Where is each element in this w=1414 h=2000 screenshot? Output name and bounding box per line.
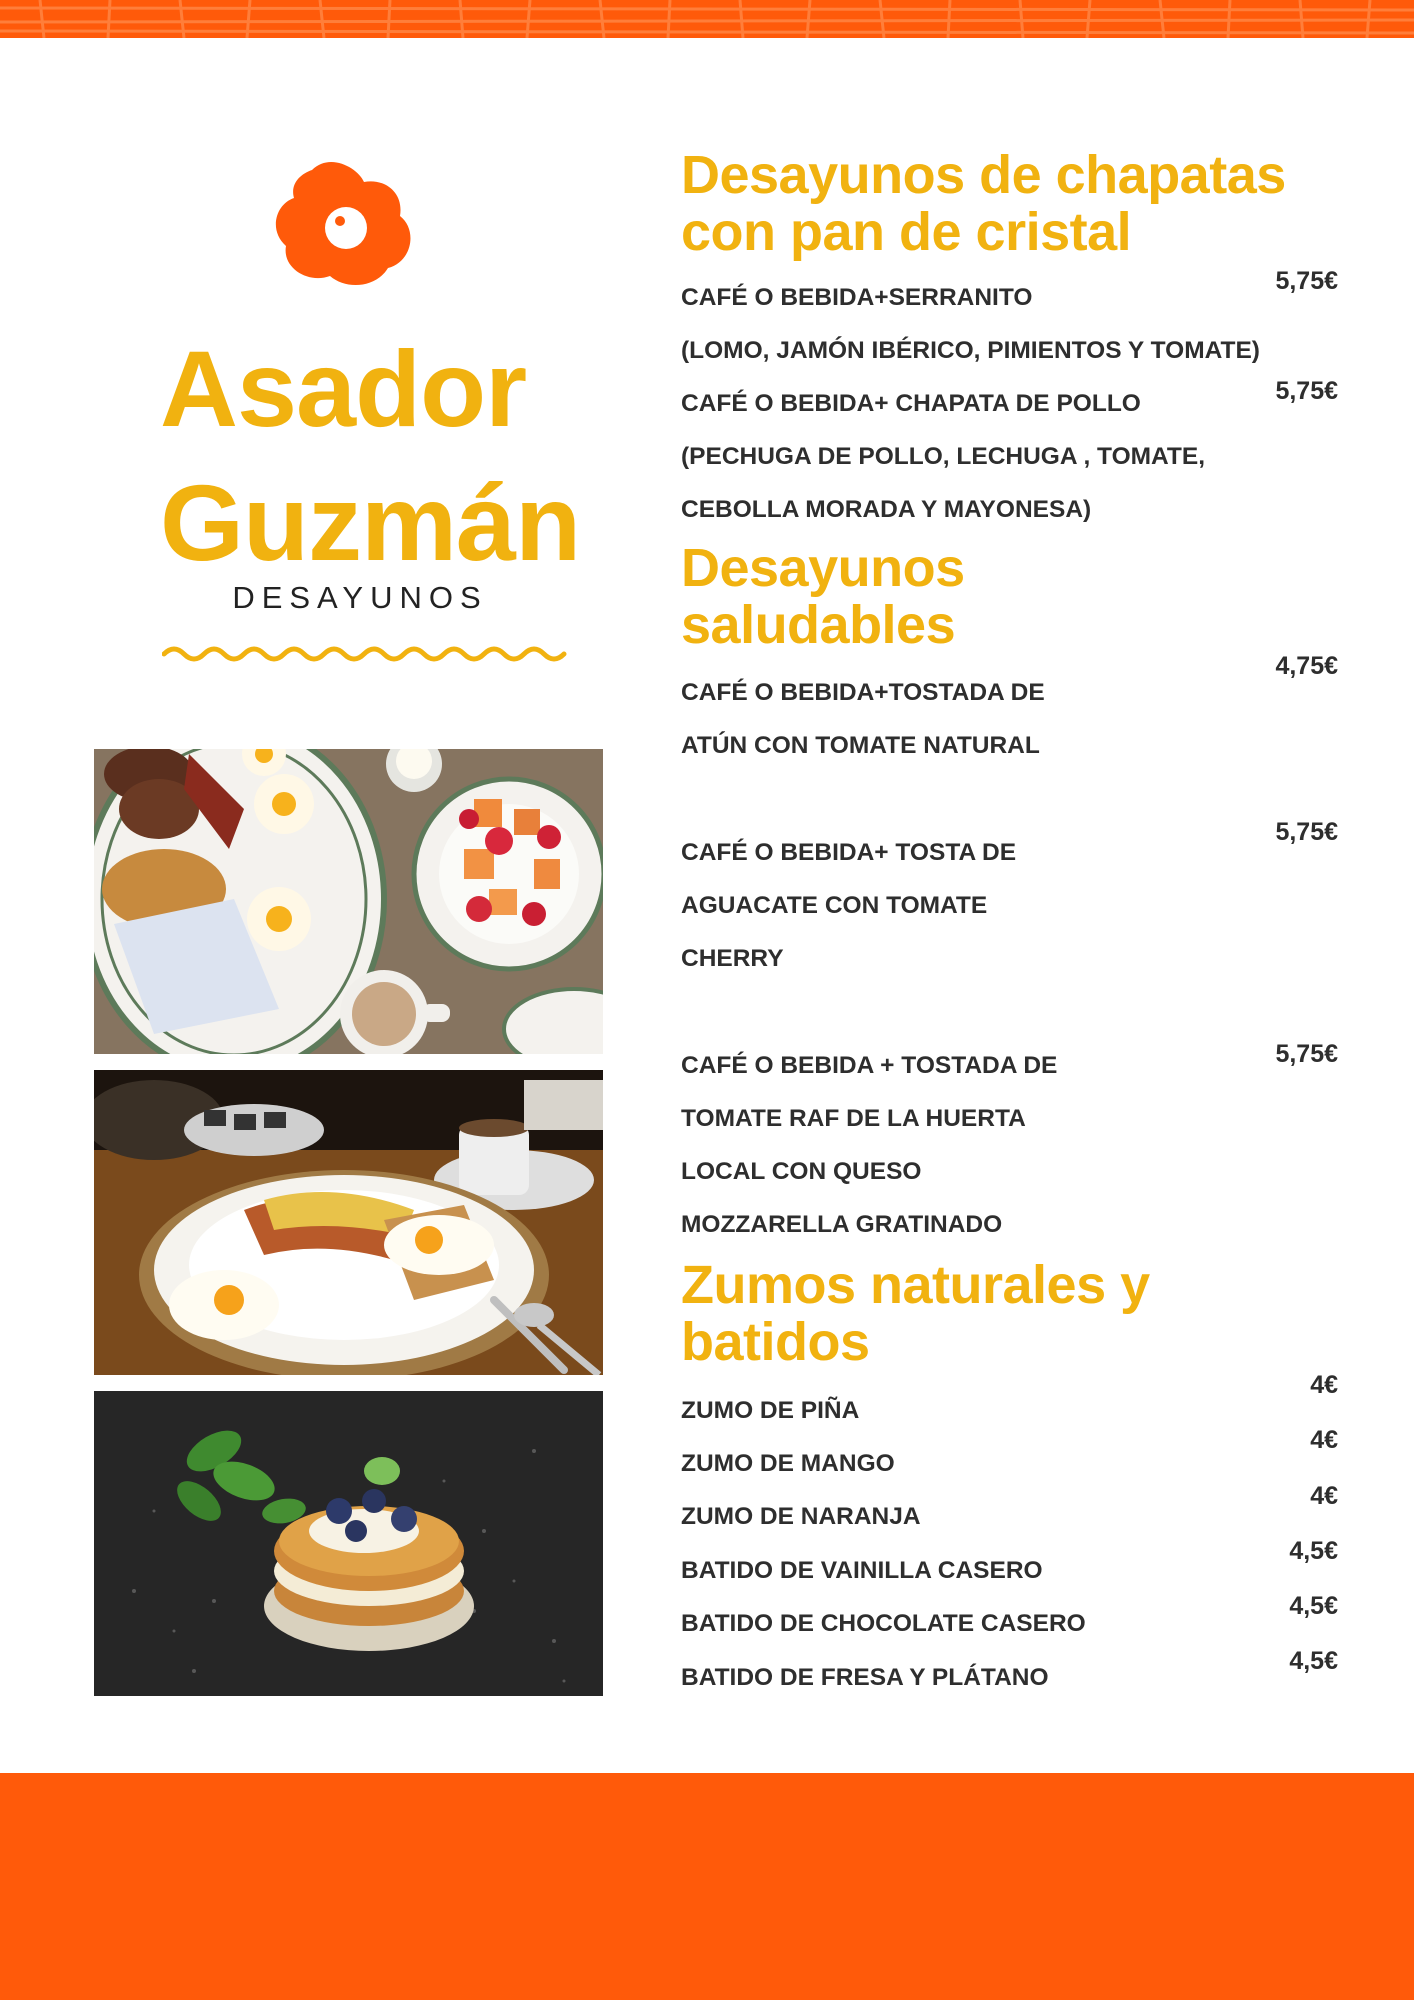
menu-item-name: CAFÉ O BEBIDA + TOSTADA DE <box>681 1052 1058 1079</box>
section-title-saludables <box>681 540 1338 654</box>
menu-item-description: CEBOLLA MORADA Y MAYONESA) <box>681 496 1092 523</box>
top-decorative-band <box>0 0 1414 38</box>
menu-item-name: BATIDO DE FRESA Y PLÁTANO <box>681 1664 1049 1691</box>
menu-item-price: 4€ <box>1310 1426 1338 1454</box>
menu-item-name: CAFÉ O BEBIDA+SERRANITO <box>681 284 1033 311</box>
menu-item-price: 4,5€ <box>1289 1537 1338 1565</box>
menu-item <box>681 826 1338 985</box>
restaurant-name <box>160 322 600 590</box>
menu-subtitle: DESAYUNOS <box>232 580 488 615</box>
photo-breakfast-plate <box>94 749 603 1054</box>
menu-item-description: (LOMO, JAMÓN IBÉRICO, PIMIENTOS Y TOMATE) <box>681 337 1260 364</box>
menu-item-description: CHERRY <box>681 945 784 972</box>
menu-item-name: CAFÉ O BEBIDA+ TOSTA DE <box>681 839 1017 866</box>
menu-item <box>681 1039 1338 1251</box>
section-title-zumos <box>681 1257 1338 1371</box>
menu-item-name: ZUMO DE PIÑA <box>681 1397 860 1424</box>
section-zumos <box>681 1257 1338 1707</box>
section-title-chapatas <box>681 147 1338 261</box>
section-title-line: saludables <box>681 595 956 655</box>
menu-item-name: ZUMO DE MANGO <box>681 1450 895 1477</box>
menu-item-name: ZUMO DE NARANJA <box>681 1503 921 1530</box>
menu-item-price: 5,75€ <box>1275 377 1338 405</box>
photo-pancakes <box>94 1391 603 1696</box>
menu-item <box>681 666 1338 772</box>
section-title-line: Zumos naturales y <box>681 1255 1150 1315</box>
wavy-divider <box>162 642 572 666</box>
menu-item <box>681 1490 1338 1543</box>
menu-item-price: 4,5€ <box>1289 1592 1338 1620</box>
plaid-pattern <box>0 0 1414 38</box>
menu-item <box>681 1384 1338 1437</box>
photo-eggs-on-toast <box>94 1070 603 1375</box>
menu-item <box>681 1597 1338 1650</box>
section-title-line: con pan de cristal <box>681 202 1132 262</box>
menu-item-price: 4€ <box>1310 1482 1338 1510</box>
section-title-line: Desayunos <box>681 538 965 598</box>
menu-item-name: BATIDO DE CHOCOLATE CASERO <box>681 1610 1086 1637</box>
section-title-line: batidos <box>681 1312 870 1372</box>
menu-item-price: 5,75€ <box>1275 818 1338 846</box>
menu-item <box>681 271 1338 377</box>
menu-item-name: CAFÉ O BEBIDA+ CHAPATA DE POLLO <box>681 390 1141 417</box>
bottom-decorative-band <box>0 1773 1414 2000</box>
menu-item-description: AGUACATE CON TOMATE <box>681 892 988 919</box>
menu-item-name: BATIDO DE VAINILLA CASERO <box>681 1557 1043 1584</box>
menu-item-price: 5,75€ <box>1275 267 1338 295</box>
menu-item <box>681 1437 1338 1490</box>
menu-item-name: CAFÉ O BEBIDA+TOSTADA DE <box>681 679 1045 706</box>
menu-item-description: TOMATE RAF DE LA HUERTA <box>681 1105 1026 1132</box>
menu-item-price: 4,75€ <box>1275 652 1338 680</box>
menu-item <box>681 1544 1338 1597</box>
restaurant-name-line2: Guzmán <box>160 462 581 583</box>
section-chapatas <box>681 147 1338 527</box>
menu-item-price: 4,5€ <box>1289 1647 1338 1675</box>
restaurant-name-line1: Asador <box>160 328 527 449</box>
menu-item-price: 4€ <box>1310 1371 1338 1399</box>
menu-item-description: ATÚN CON TOMATE NATURAL <box>681 732 1040 759</box>
section-title-line: Desayunos de chapatas <box>681 145 1286 205</box>
menu-item-price: 5,75€ <box>1275 1040 1338 1068</box>
menu-item-description: MOZZARELLA GRATINADO <box>681 1211 1003 1238</box>
menu-item-description: (PECHUGA DE POLLO, LECHUGA , TOMATE, <box>681 443 1206 470</box>
fried-egg-icon <box>272 158 422 293</box>
menu-item <box>681 1651 1338 1704</box>
menu-item <box>681 377 1338 536</box>
menu-item-description: LOCAL CON QUESO <box>681 1158 922 1185</box>
section-saludables <box>681 540 1338 1240</box>
